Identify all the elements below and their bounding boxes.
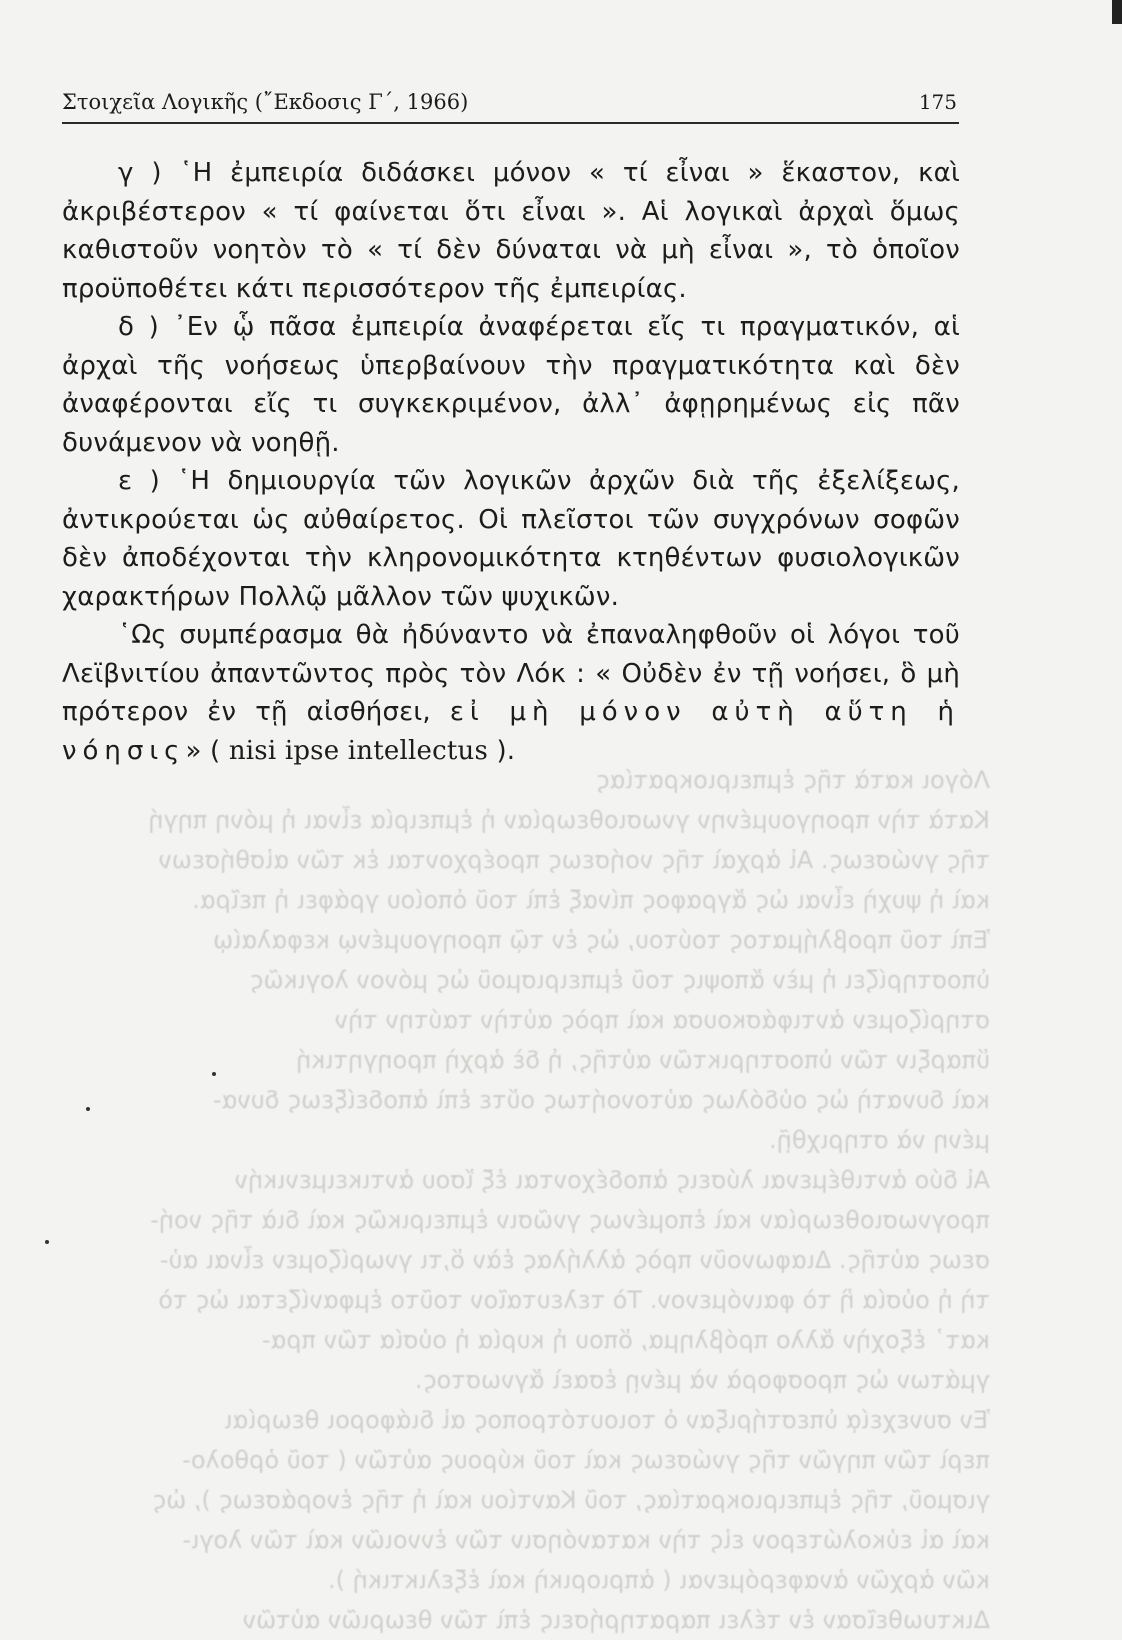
bleed-through-line: γισμοῦ, τῆς ἐμπειριοκρατίας, τοῦ Καντίου καὶ ἡ τῆς ἐνοράσεως ), ὡς [152,1486,990,1514]
spaced-emphasis: εἰ μὴ μόνον αὐτὴ αὕτη ἡ νόησις [62,697,960,766]
paragraph-gamma: γ ) ῾Η ἐμπειρία διδάσκει μόνον « τί εἶναι » ἕκαστον, καὶ ἀκριβέστερον « τί φαίνεται ὅτι εἶναι ». Αἱ λογικαὶ ἀρχαὶ ὅμως καθιστοῦν νοητὸν τὸ « τί δὲν δύναται νὰ μὴ εἶναι », τὸ ὁποῖον προϋποθέτει κάτι περισσότερον τῆς ἐμπειρίας. [62,158,960,304]
bleed-through-line: σεως αὐτῆς. Διαφωνοῦν πρὸς ἀλλήλας ἐὰν ὅ,τι γνωρίζομεν εἶναι αὐ- [159,1246,990,1274]
running-title: Στοιχεῖα Λογικῆς (῎Εκδοσις Γ΄, 1966) [62,90,469,114]
bleed-through-line: στηρίζομεν ἀντιφάσκουσα καὶ πρὸς αὐτὴν ταύτην τὴν [334,1006,990,1034]
speck [45,1240,49,1244]
scan-edge-mark [1112,0,1122,24]
paragraph-epsilon: ε ) ῾Η δημιουργία τῶν λογικῶν ἀρχῶν διὰ τῆς ἐξελίξεως, ἀντικρούεται ὡς αὐθαίρετος. Οἱ πλεῖστοι τῶν συγχρόνων σοφῶν δὲν ἀποδέχονται τὴν κληρονομικότητα κτηθέντων φυσιολογικῶν χαρακτήρων Πολλῷ μᾶλλον τῶν ψυχικῶν. [62,466,960,612]
bleed-through-line: ὑποστηρίζει ἡ μὲν ἄποψις τοῦ ἐμπειρισμοῦ ὡς μόνον λογικῶς [249,966,990,994]
bleed-through-line: Αἱ δύο ἀντιθέμεναι λύσεις ἀποδέχονται ἐξ ἴσου ἀντικειμενικήν [234,1166,990,1194]
bleed-through-line: ὕπαρξιν τῶν ὑποστηρικτῶν αὐτῆς, ἡ δὲ ἀρχὴ προηγητική [296,1046,990,1074]
page-number: 175 [918,90,957,114]
bleed-through-line: Ἐν συνεχείᾳ ὑπεστήριξαν ὁ τοιουτότροπος αἱ διάφοροι θεωρίαι [224,1406,990,1434]
bleed-through-line: Λόγοι κατὰ τῆς ἐμπειριοκρατίας [595,766,990,794]
bleed-through-line: γμάτων ὡς προσφορὰ νὰ μένῃ ἐσαεὶ ἄγνωστος. [414,1366,990,1394]
bleed-through-line: καὶ δυνατὴ ὡς οὐδόλως αὐτονοήτως οὔτε ἐπὶ ἀποδείξεως δυνα- [212,1086,990,1114]
bleed-through-line: Ἐπὶ τοῦ προβλήματος τούτου, ὡς ἐν τῷ προηγουμένῳ κεφαλαίῳ [213,926,990,954]
conclusion-closing: ). [496,735,516,766]
bleed-through-line: κατ᾿ ἐξοχὴν ἄλλο πρόβλημα, ὅπου ἡ κυρία ἡ οὐσία τῶν πρα- [261,1326,990,1354]
body-text [62,154,960,770]
paragraph-delta: δ ) ᾿Εν ᾧ πᾶσα ἐμπειρία ἀναφέρεται εἴς τι πραγματικόν, αἱ ἀρχαὶ τῆς νοήσεως ὑπερβαίνουν τὴν πραγματικότητα καὶ δὲν ἀναφέρονται εἴς τι συγκεκριμένον, ἀλλ᾿ ἀφῃρημένως εἰς πᾶν δυνάμενον νὰ νοηθῇ. [62,312,960,458]
paragraph-conclusion [62,616,960,770]
conclusion-quote-close: » ( [185,735,221,766]
page-header [62,90,959,124]
bleed-through-line: μένη νὰ στηριχθῇ. [769,1126,990,1154]
bleed-through-line: Κατὰ τὴν προηγουμένην γνωσιοθεωρίαν ἡ ἐμπειρία εἶναι ἡ μόνη πηγή [148,806,990,834]
bleed-through-line: τὴ ἡ οὐσία ἢ τὸ φαινόμενον. Τὸ τελευταῖον τοῦτο ἐμφανίζεται ὡς τὸ [158,1286,990,1314]
bleed-through-line: προγνωσιοθεωρίαν καὶ ἐπομένως γνῶσιν ἐμπειρικῶς καὶ διὰ τῆς νοή- [150,1206,990,1234]
speck [86,1107,90,1111]
bleed-through-line: καὶ ἡ ψυχὴ εἶναι ὡς ἄγραφος πίναξ ἐπὶ τοῦ ὁποίου γράφει ἡ πεῖρα. [192,886,990,914]
bleed-through-text [90,760,990,1640]
latin-phrase: nisi ipse intellectus [228,735,488,766]
bleed-through-line: καὶ αἱ εὐκολώτερον εἰς τὴν κατανόησιν τῶν ἐννοιῶν καὶ τῶν λογι- [182,1526,990,1554]
bleed-through-line: Δικτυωθεῖσαν ἐν τέλει παρατηρήσεις ἐπὶ τῶν θεωριῶν αὐτῶν [242,1606,990,1634]
conclusion-text: ῾Ως συμπέρασμα θὰ ἠδύναντο νὰ ἐπαναληφθοῦν οἱ λόγοι τοῦ Λεϊβνιτίου ἀπαντῶντος πρὸς τὸν Λόκ : « Οὐδὲν ἐν τῇ νοήσει, ὃ μὴ πρότερον ἐν τῇ αἰσθήσει, [62,620,960,727]
speck [212,1072,216,1076]
bleed-through-line: κῶν ἀρχῶν ἀναφερόμεναι ( ἀπριορικὴ καὶ ἐξελικτική ). [327,1566,990,1594]
bleed-through-line: τῆς γνώσεως. Αἱ ἀρχαὶ τῆς νοήσεως προέρχονται ἐκ τῶν αἰσθήσεων [158,846,990,874]
bleed-through-line: περὶ τῶν πηγῶν τῆς γνώσεως καὶ τοῦ κύρους αὐτῶν ( τοῦ ὀρθολο- [182,1446,990,1474]
